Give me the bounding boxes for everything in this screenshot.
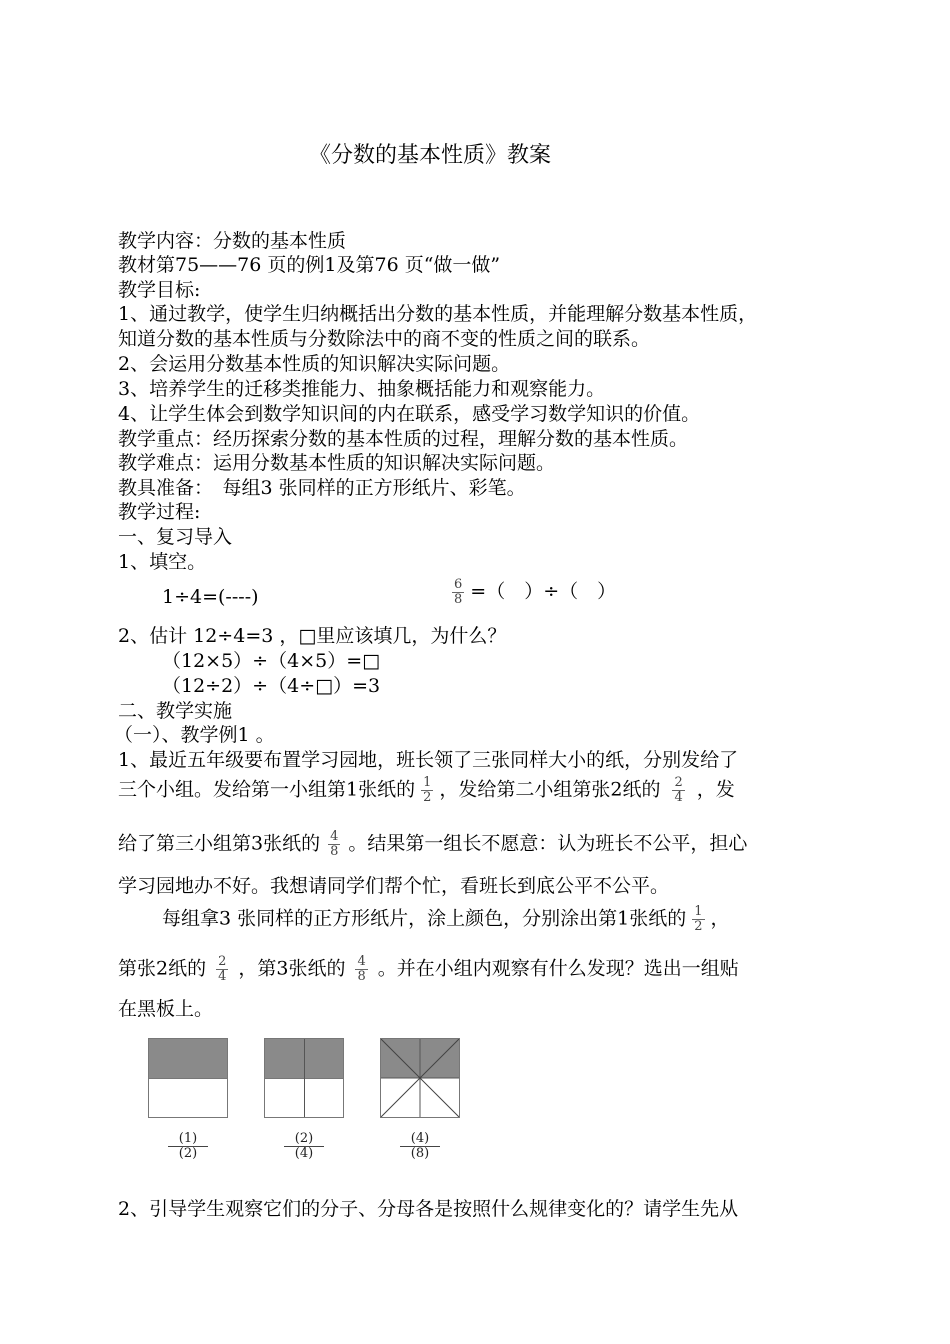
text-line: 1、最近五年级要布置学习园地，班长领了三张同样大小的纸，分别发给了: [118, 749, 739, 771]
text-line: （一）、教学例1 。: [114, 724, 275, 746]
divider: [149, 1078, 227, 1079]
text-line: 教材第75——76 页的例1及第76 页“做一做”: [118, 254, 501, 276]
text-line: 给了第三小组第3张纸的 $\frac{4}{8}$ 。结果第一组长不愿意：认为班长不公平，担心: [118, 829, 748, 859]
square-two-quarters: [264, 1038, 344, 1118]
fraction: $\frac{2}{4}$: [674, 775, 683, 805]
figure-caption: (4) (8): [400, 1132, 440, 1161]
text-line: 教学过程:: [118, 501, 201, 523]
fraction: $\frac{1}{2}$: [694, 904, 703, 934]
square-drawing: [381, 1039, 459, 1117]
fraction: $\frac{6}{8}$: [454, 577, 463, 607]
fraction: $\frac{4}{8}$: [330, 829, 339, 859]
text-line: 4、让学生体会到数学知识间的内在联系，感受学习数学知识的价值。: [118, 403, 701, 425]
text-line: 2、会运用分数基本性质的知识解决实际问题。: [118, 353, 511, 375]
fraction: $\frac{2}{4}$: [218, 954, 227, 984]
text-line: （12×5）÷（4×5）=□: [162, 650, 381, 672]
fraction: $\frac{1}{2}$: [423, 775, 432, 805]
figure-caption: (1) (2): [168, 1132, 208, 1161]
divider: [304, 1039, 305, 1117]
square-four-eighths: [380, 1038, 460, 1118]
text-line: 教具准备： 每组3 张同样的正方形纸片、彩笔。: [118, 477, 526, 499]
text-line: 2、估计 12÷4=3 ，□里应该填几，为什么？: [118, 625, 507, 647]
section-heading: 二、教学实施: [118, 700, 233, 722]
fill-blank-1: 1÷4=(----): [162, 586, 259, 608]
fraction: $\frac{4}{8}$: [357, 954, 366, 984]
text-line: 在黑板上。: [118, 998, 214, 1020]
fill-blank-2: $\frac{6}{8}$ =（ ）÷（ ）: [454, 577, 617, 607]
text-line: 每组拿3 张同样的正方形纸片，涂上颜色，分别涂出第1张纸的 $\frac{1}{2}$ ，: [162, 904, 730, 934]
page-title: 《分数的基本性质》教案: [308, 143, 551, 168]
text-line: （12÷2）÷（4÷□）=3: [162, 675, 381, 697]
text-line: 教学难点：运用分数基本性质的知识解决实际问题。: [118, 452, 556, 474]
text-line: 1、通过教学，使学生归纳概括出分数的基本性质，并能理解分数基本性质，: [118, 303, 758, 325]
square-one-half: [148, 1038, 228, 1118]
text-line: 第张2纸的 $\frac{2}{4}$ ，第3张纸的 $\frac{4}{8}$ 。并在小组内观察有什么发现？选出一组贴: [118, 954, 739, 984]
text-line: 教学重点：经历探索分数的基本性质的过程，理解分数的基本性质。: [118, 428, 689, 450]
text-line: 知道分数的基本性质与分数除法中的商不变的性质之间的联系。: [118, 328, 651, 350]
shaded-region: [149, 1039, 227, 1078]
figure-caption: (2) (4): [284, 1132, 324, 1161]
text-line: 1、填空。: [118, 551, 207, 573]
section-heading: 一、复习导入: [118, 526, 233, 548]
text-line: 教学内容：分数的基本性质: [118, 230, 347, 252]
text-line: 学习园地办不好。我想请同学们帮个忙，看班长到底公平不公平。: [118, 875, 670, 897]
text-line: 教学目标:: [118, 279, 201, 301]
text-line: 2、引导学生观察它们的分子、分母各是按照什么规律变化的？请学生先从: [118, 1198, 739, 1220]
text-line: 3、培养学生的迁移类推能力、抽象概括能力和观察能力。: [118, 378, 606, 400]
text-line: 三个小组。发给第一小组第1张纸的 $\frac{1}{2}$ ，发给第二小组第张2纸的 $\frac{2}{4}$ ，发: [118, 775, 735, 805]
